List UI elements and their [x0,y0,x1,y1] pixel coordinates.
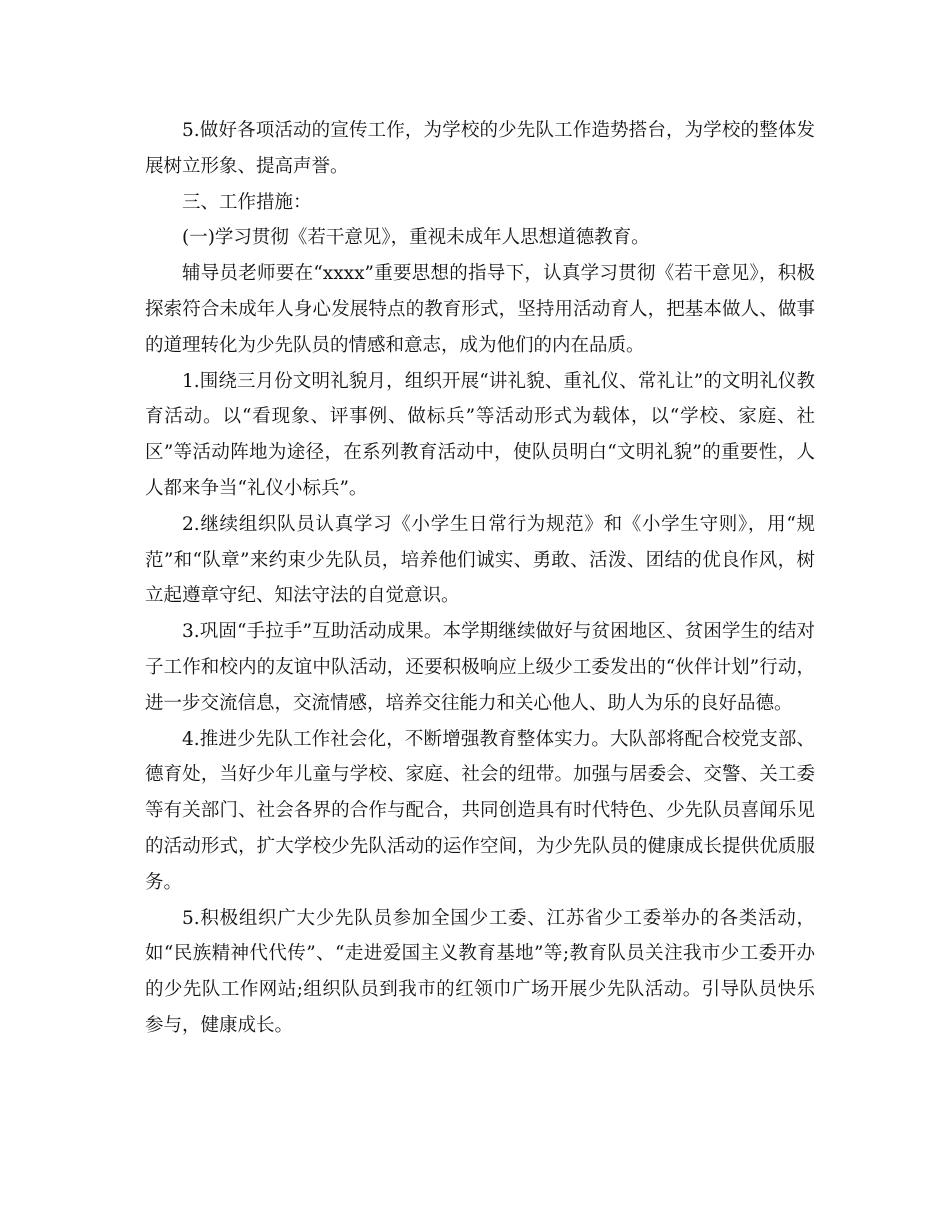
subsection-heading-1: (一)学习贯彻《若干意见》，重视未成年人思想道德教育。 [182,227,650,249]
paragraph-item-1: 1.围绕三月份文明礼貌月，组织开展“讲礼貌、重礼仪、常礼让”的文明礼仪教育活动。以“看现象、评事例、做标兵”等活动形式为载体，以“学校、家庭、社区”等活动阵地为途径，在系列教育活动中，使队员明白“文明礼貌”的重要性，人人都来争当“礼仪小标兵”。 [145,370,815,499]
paragraph-item-3: 3.巩固“手拉手”互助活动成果。本学期继续做好与贫困地区、贫困学生的结对子工作和校内的友谊中队活动，还要积极响应上级少工委发出的“伙伴计划”行动，进一步交流信息，交流情感，培养交往能力和关心他人、助人为乐的良好品德。 [145,621,815,714]
paragraph-item-5: 5.积极组织广大少先队员参加全国少工委、江苏省少工委举办的各类活动，如“民族精神代代传”、“走进爱国主义教育基地”等;教育队员关注我市少工委开办的少先队工作网站;组织队员到我市的红领巾广场开展少先队活动。引导队员快乐参与，健康成长。 [145,907,815,1036]
paragraph-intro: 辅导员老师要在“xxxx”重要思想的指导下，认真学习贯彻《若干意见》，积极探索符合未成年人身心发展特点的教育形式，坚持用活动育人，把基本做人、做事的道理转化为少先队员的情感和意志，成为他们的内在品质。 [145,263,815,356]
paragraph-item-2: 2.继续组织队员认真学习《小学生日常行为规范》和《小学生守则》，用“规范”和“队章”来约束少先队员，培养他们诚实、勇敢、活泼、团结的优良作风，树立起遵章守纪、知法守法的自觉意识。 [145,513,815,607]
paragraph-item-4: 4.推进少先队工作社会化，不断增强教育整体实力。大队部将配合校党支部、德育处，当好少年儿童与学校、家庭、社会的纽带。加强与居委会、交警、关工委等有关部门、社会各界的合作与配合，共同创造具有时代特色、少先队员喜闻乐见的活动形式，扩大学校少先队活动的运作空间，为少先队员的健康成长提供优质服务。 [145,728,815,893]
paragraph-goal-5: 5.做好各项活动的宣传工作，为学校的少先队工作造势搭台，为学校的整体发展树立形象、提高声誉。 [145,120,815,177]
section-heading-measures: 三、工作措施： [182,191,312,213]
document-body [145,113,815,1044]
